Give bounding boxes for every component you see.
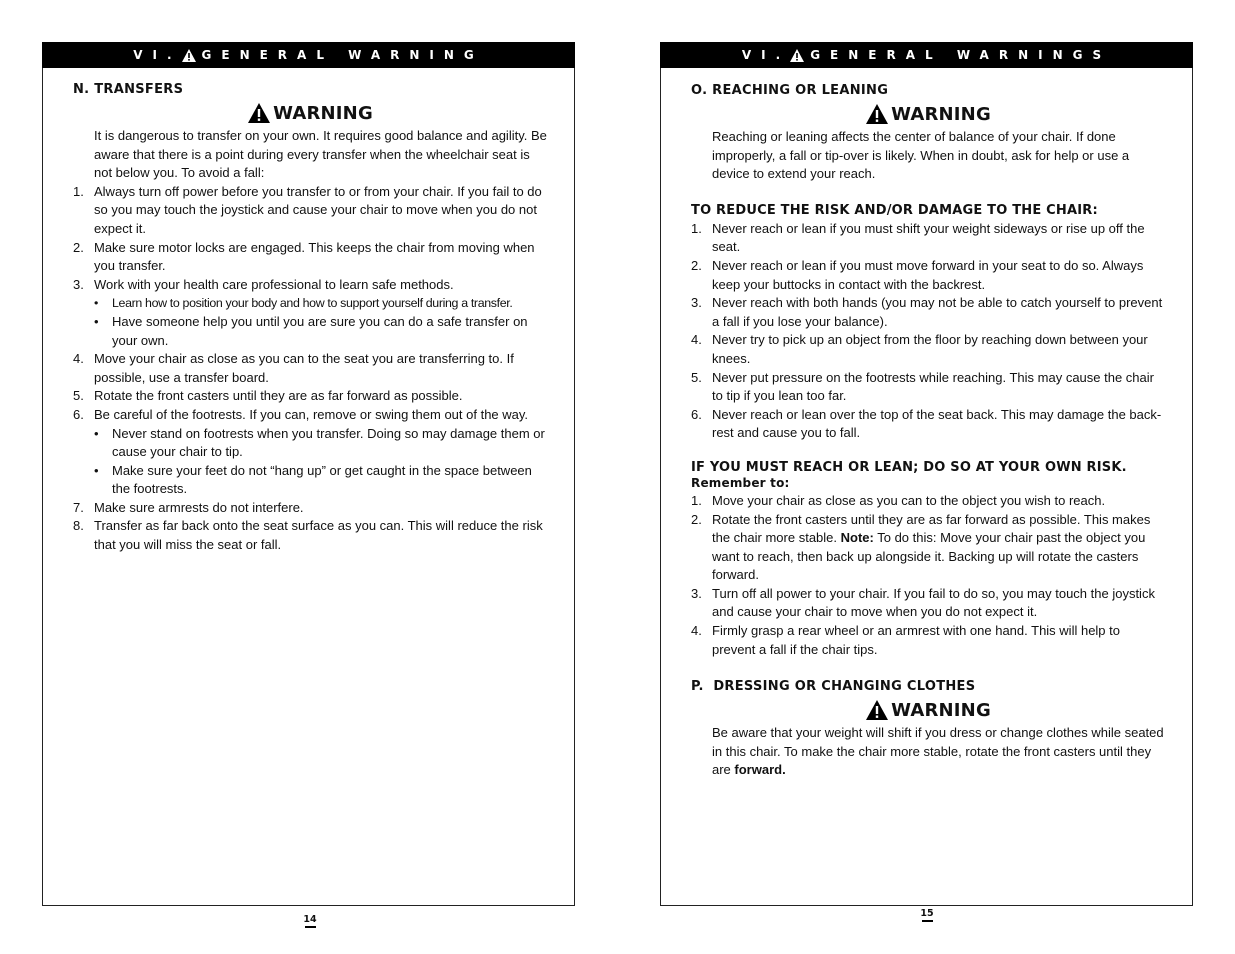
warning-triangle-icon xyxy=(182,49,196,62)
list-item-text: Transfer as far back onto the seat surface as you can. This will reduce the risk that you will miss the seat or fall. xyxy=(94,518,543,553)
list-item-text: Work with your health care professional to learn safe methods. xyxy=(94,276,454,292)
page-number-left-text: 14 xyxy=(303,914,317,925)
note-label: Note: xyxy=(840,530,874,546)
right-header-bar xyxy=(660,42,1193,68)
list-item-text: Turn off all power to your chair. If you fail to do so, you may touch the joystick and cause your chair to move when you do not expect it. xyxy=(712,585,1155,620)
bullet-text: Never stand on footrests when you transfer. Doing so may damage them or cause your chair to tip. xyxy=(112,425,545,460)
list-item-text: To do this: Move your chair past the object you want to reach, then back up alongside it. Backing up will rotate the casters forward. xyxy=(712,530,1146,583)
section-title-transfers: N. TRANSFERS xyxy=(73,82,184,97)
list-item-number: 5. xyxy=(691,369,702,385)
list-item-number: 2. xyxy=(73,239,84,255)
warning-triangle-icon xyxy=(248,103,270,123)
right-content xyxy=(691,82,1166,780)
list-item xyxy=(73,499,548,518)
list-item xyxy=(691,369,1166,406)
list-item-number: 8. xyxy=(73,518,84,534)
bullet-text: Make sure your feet do not “hang up” or get caught in the space between the footrests. xyxy=(112,462,532,497)
transfers-list xyxy=(73,183,548,555)
list-item-number: 3. xyxy=(691,585,702,601)
warning-label: WARNING xyxy=(891,699,991,721)
left-content xyxy=(73,81,548,555)
list-item-number: 4. xyxy=(73,351,84,367)
list-item-number: 2. xyxy=(691,511,702,527)
list-item-text: Never try to pick up an object from the floor by reaching down between your knees. xyxy=(712,332,1148,366)
list-item-text: Be careful of the footrests. If you can, remove or swing them out of the way. xyxy=(94,406,529,422)
list-item-text: Never reach or lean over the top of the seat back. This may damage the back-rest and cause you to fall. xyxy=(712,406,1162,441)
remember-list xyxy=(691,492,1166,659)
bullet-dot: • xyxy=(94,313,99,329)
list-item xyxy=(73,276,548,295)
list-item-number: 4. xyxy=(691,623,702,639)
list-item-number: 6. xyxy=(691,406,702,422)
left-header-title: GENERAL WARNING xyxy=(201,48,484,62)
list-item-text: Always turn off power before you transfer to or from your chair. If you fail to do so you may touch the joystick and cause your chair to move when you do not expect it. xyxy=(94,183,542,236)
list-item-text: Make sure armrests do not interfere. xyxy=(94,499,304,515)
warning-label: WARNING xyxy=(273,102,373,124)
reduce-risk-heading: TO REDUCE THE RISK AND/OR DAMAGE TO THE CHAIR: xyxy=(691,202,1098,218)
warning-label: WARNING xyxy=(891,103,991,125)
list-item xyxy=(73,350,548,387)
list-item xyxy=(73,387,548,406)
reaching-intro: Reaching or leaning affects the center of balance of your chair. If done improperly, a fall or tip-over is likely. When in doubt, ask for help or use a device to extend your reach. xyxy=(712,129,1130,182)
bullet-item xyxy=(73,313,548,350)
warning-heading xyxy=(691,696,1166,724)
list-item xyxy=(73,183,548,239)
reduce-risk-list xyxy=(691,220,1166,443)
bullet-dot: • xyxy=(94,425,99,441)
list-item-text: Never reach with both hands (you may not be able to catch yourself to prevent a fall if you lose your balance). xyxy=(712,295,1163,329)
list-item-number: 7. xyxy=(73,499,84,515)
page-number-left xyxy=(295,914,325,928)
list-item-text: Never put pressure on the footrests while reaching. This may cause the chair to tip if you lean too far. xyxy=(712,369,1154,404)
list-item-number: 1. xyxy=(691,492,702,508)
list-item xyxy=(691,622,1166,659)
bullet-dot: • xyxy=(94,296,98,311)
dressing-intro xyxy=(691,724,1166,780)
list-item-text: Move your chair as close as you can to the object you wish to reach. xyxy=(712,492,1106,508)
remember-label: Remember to: xyxy=(691,475,790,490)
list-item xyxy=(691,294,1166,331)
list-item-text: Firmly grasp a rear wheel or an armrest with one hand. This will help to prevent a fall if the chair tips. xyxy=(712,623,1120,657)
bullet-text: Learn how to position your body and how to support yourself during a transfer. xyxy=(112,296,513,311)
list-item-number: 4. xyxy=(691,332,702,348)
transfers-intro: It is dangerous to transfer on your own. It requires good balance and agility. Be aware that there is a point during every transfer when the wheelchair seat is not below you. To avoid a fall: xyxy=(94,128,547,181)
list-item xyxy=(691,331,1166,368)
list-item-text: Rotate the front casters until they are as far forward as possible. This makes the chair more stable. xyxy=(712,511,1151,546)
warning-triangle-icon xyxy=(790,49,804,62)
warning-heading xyxy=(73,99,548,127)
list-item-text: Never reach or lean if you must move forward in your seat to do so. Always keep your buttocks in contact with the backrest. xyxy=(712,257,1144,292)
list-item-text: Make sure motor locks are engaged. This keeps the chair from moving when you transfer. xyxy=(94,239,535,274)
list-item xyxy=(73,517,548,554)
warning-triangle-icon xyxy=(866,104,888,124)
list-item-number: 3. xyxy=(73,276,84,292)
list-item-text: Move your chair as close as you can to the seat you are transferring to. If possible, use a transfer board. xyxy=(94,351,514,385)
list-item xyxy=(691,220,1166,257)
list-item-text: Rotate the front casters until they are as far forward as possible. xyxy=(94,388,463,404)
right-header-title: GENERAL WARNINGS xyxy=(810,48,1112,62)
right-page xyxy=(660,42,1193,919)
warning-heading xyxy=(691,100,1166,128)
right-header-prefix: VI. xyxy=(741,48,791,62)
dressing-intro-text: Be aware that your weight will shift if you dress or change clothes while seated in this chair. To make the chair more stable, rotate the front casters until they are xyxy=(712,725,1164,778)
list-item xyxy=(73,239,548,276)
bullet-item xyxy=(73,462,548,499)
list-item xyxy=(691,406,1166,443)
bullet-text: Have someone help you until you are sure you can do a safe transfer on your own. xyxy=(112,313,528,348)
list-item xyxy=(73,406,548,425)
left-header-prefix: VI. xyxy=(133,48,182,62)
left-header-bar xyxy=(42,42,575,68)
list-item-number: 1. xyxy=(691,220,702,236)
left-page xyxy=(42,42,575,925)
list-item xyxy=(691,257,1166,294)
page-number-right-text: 15 xyxy=(920,908,934,919)
list-item xyxy=(691,585,1166,622)
page-number-right xyxy=(912,908,942,922)
list-item-number: 5. xyxy=(73,388,84,404)
list-item-number: 3. xyxy=(691,295,702,311)
page-number-underline xyxy=(922,920,933,922)
list-item-number: 1. xyxy=(73,183,84,199)
page-number-underline xyxy=(305,926,316,928)
dressing-intro-bold: forward. xyxy=(734,762,786,778)
list-item-number: 2. xyxy=(691,257,702,273)
bullet-item xyxy=(73,294,548,313)
warning-triangle-icon xyxy=(866,700,888,720)
section-title-dressing: P. DRESSING OR CHANGING CLOTHES xyxy=(691,679,976,695)
list-item xyxy=(691,492,1166,511)
bullet-item xyxy=(73,425,548,462)
own-risk-heading: IF YOU MUST REACH OR LEAN; DO SO AT YOUR OWN RISK. xyxy=(691,459,1127,475)
list-item-text: Never reach or lean if you must shift your weight sideways or rise up off the seat. xyxy=(712,220,1145,255)
section-title-reaching: O. REACHING OR LEANING xyxy=(691,83,889,98)
bullet-dot: • xyxy=(94,462,99,478)
list-item xyxy=(691,511,1166,585)
list-item-number: 6. xyxy=(73,406,84,422)
